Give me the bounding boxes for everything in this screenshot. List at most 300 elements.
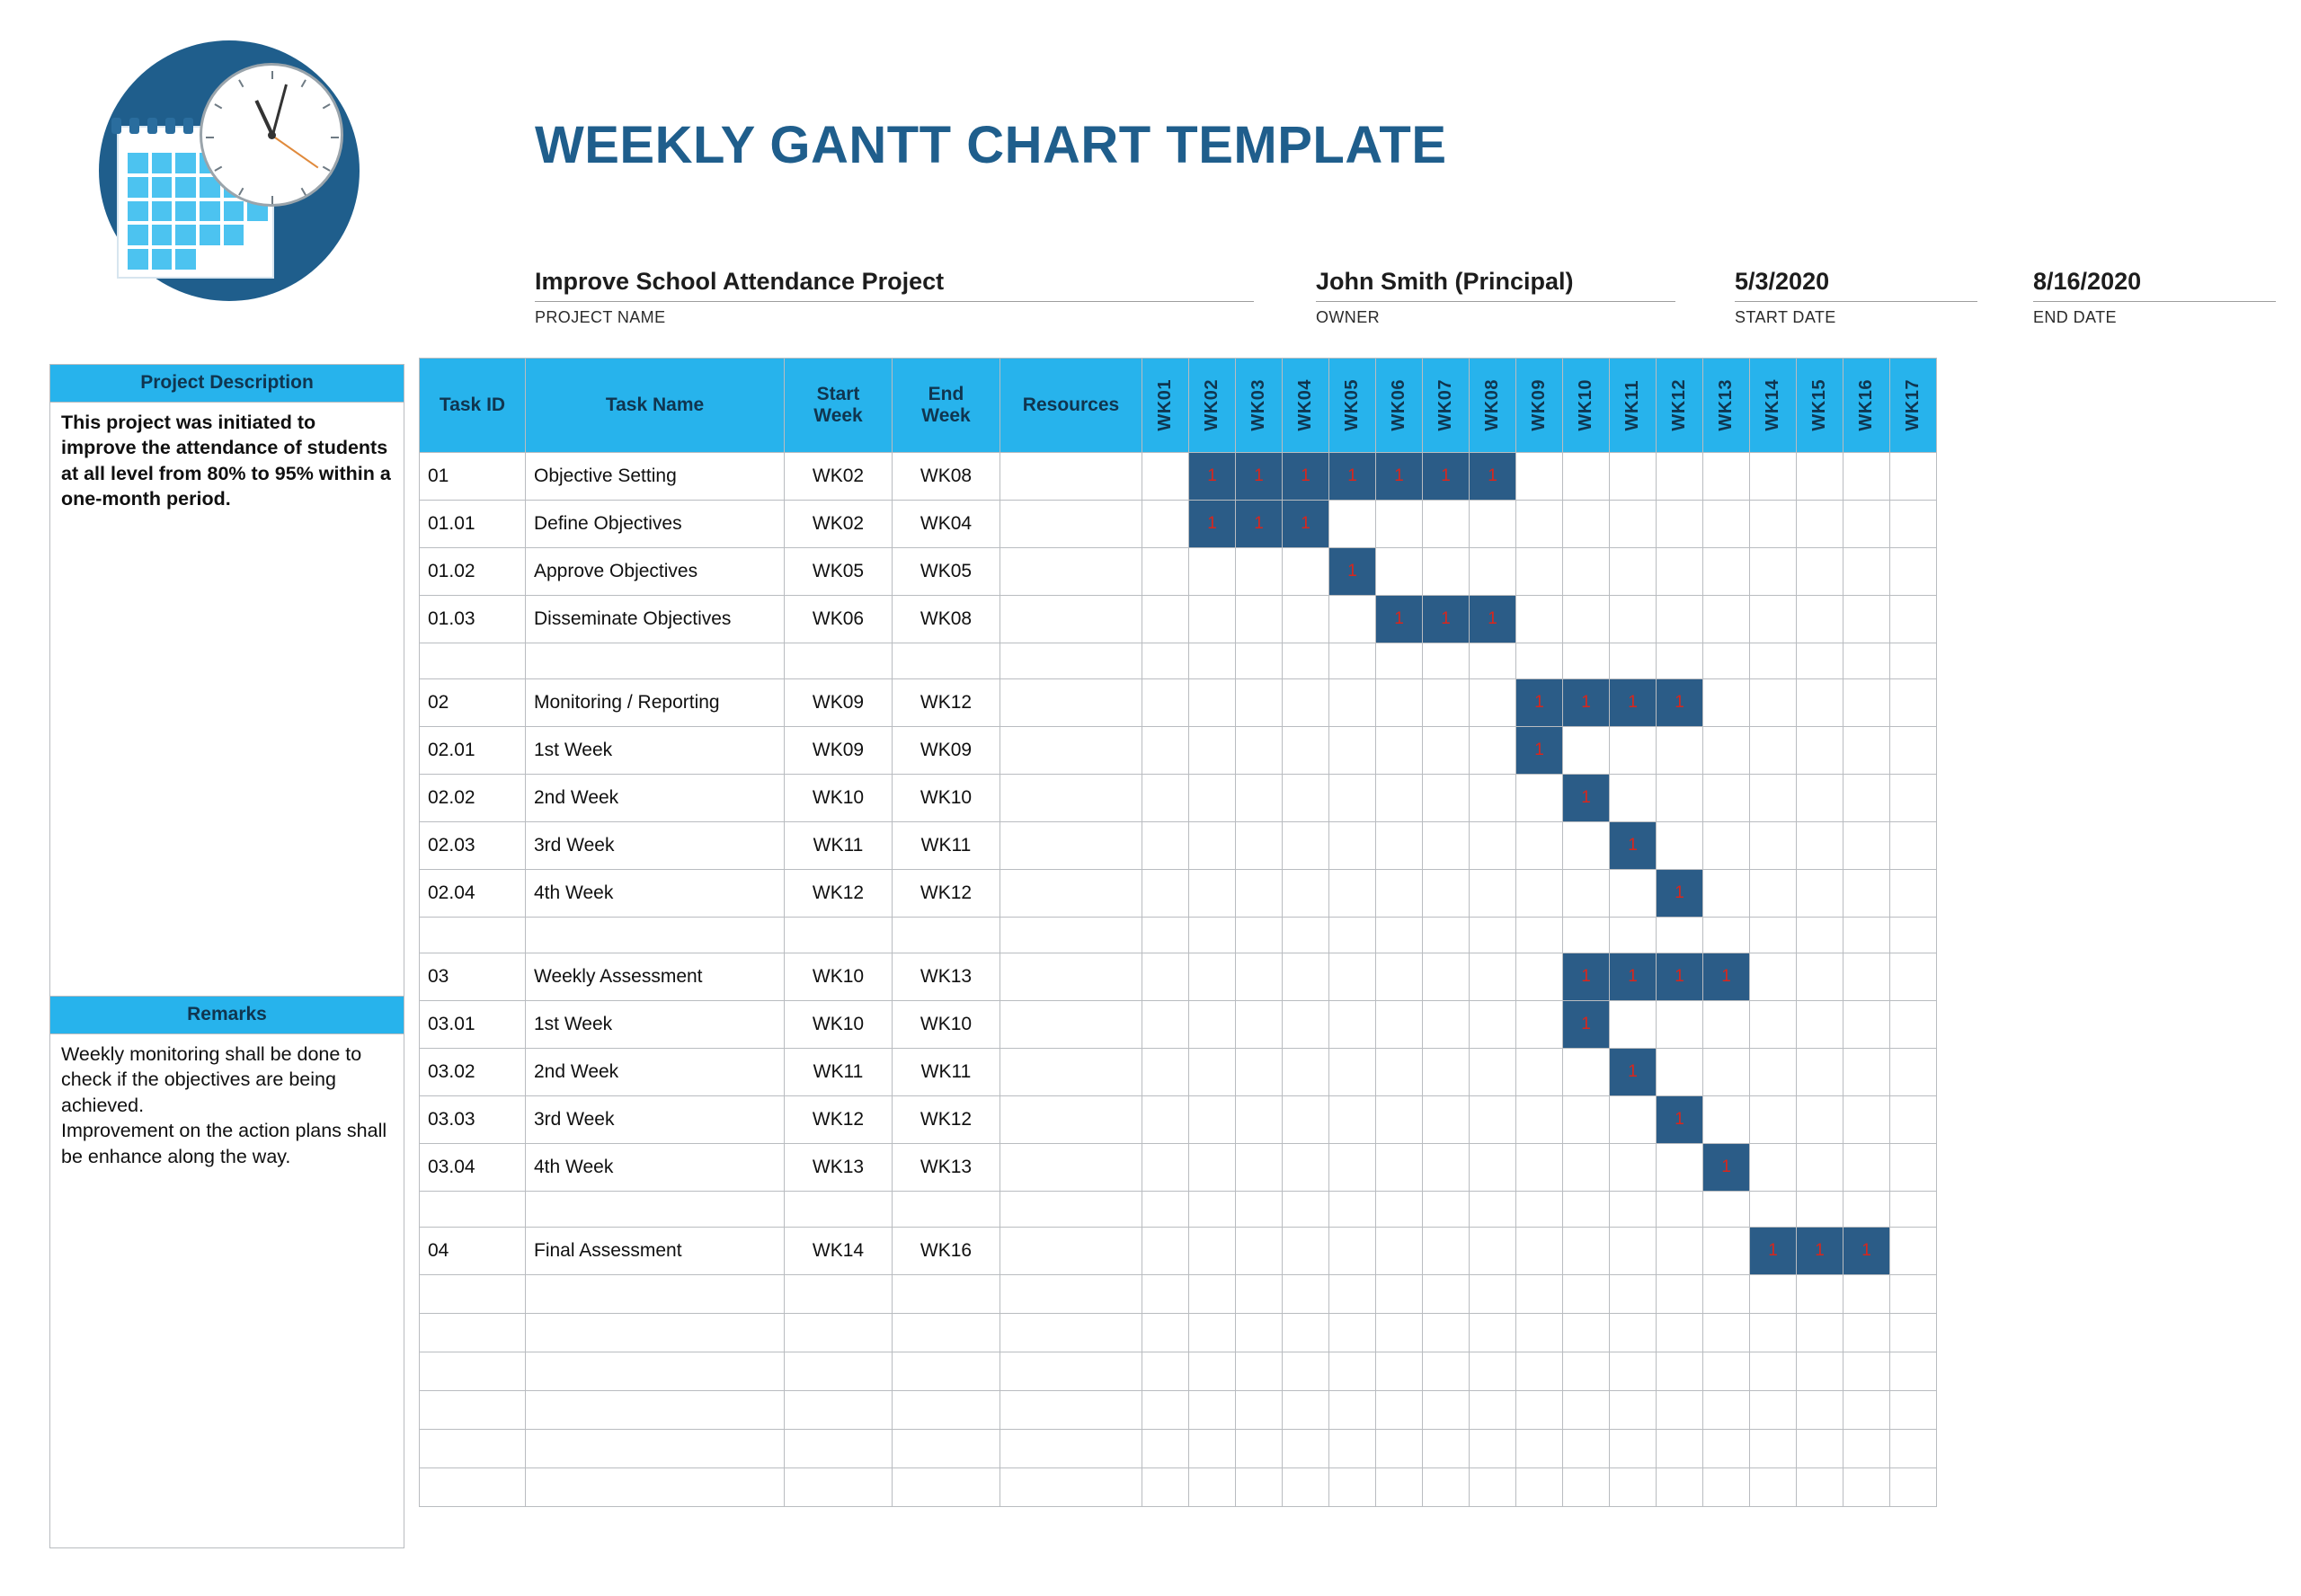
gantt-empty-cell[interactable]: [1843, 1391, 1890, 1430]
gantt-empty-cell[interactable]: [1236, 679, 1283, 727]
gantt-bar-cell[interactable]: 1: [1563, 775, 1610, 822]
cell-resources[interactable]: [1000, 727, 1142, 775]
gantt-empty-cell[interactable]: [1657, 453, 1703, 501]
gantt-empty-cell[interactable]: [1703, 453, 1750, 501]
cell-start-week[interactable]: WK11: [785, 1049, 893, 1096]
gantt-empty-cell[interactable]: [1283, 1049, 1329, 1096]
gantt-empty-cell[interactable]: [1142, 822, 1189, 870]
cell-task-name[interactable]: [526, 1430, 785, 1468]
gantt-empty-cell[interactable]: [1797, 1352, 1843, 1391]
cell-end-week[interactable]: WK12: [893, 1096, 1000, 1144]
gantt-empty-cell[interactable]: [1516, 822, 1563, 870]
gantt-empty-cell[interactable]: [1797, 548, 1843, 596]
gantt-empty-cell[interactable]: [1470, 918, 1516, 953]
gantt-empty-cell[interactable]: [1797, 643, 1843, 679]
cell-start-week[interactable]: WK10: [785, 1001, 893, 1049]
gantt-empty-cell[interactable]: [1797, 1430, 1843, 1468]
gantt-empty-cell[interactable]: [1610, 870, 1657, 918]
gantt-empty-cell[interactable]: [1657, 1228, 1703, 1275]
gantt-empty-cell[interactable]: [1657, 1468, 1703, 1507]
gantt-empty-cell[interactable]: [1750, 596, 1797, 643]
gantt-empty-cell[interactable]: [1890, 643, 1937, 679]
gantt-bar-cell[interactable]: 1: [1470, 453, 1516, 501]
gantt-empty-cell[interactable]: [1329, 1001, 1376, 1049]
gantt-empty-cell[interactable]: [1423, 1468, 1470, 1507]
cell-start-week[interactable]: [785, 1468, 893, 1507]
gantt-empty-cell[interactable]: [1142, 727, 1189, 775]
gantt-bar-cell[interactable]: 1: [1563, 679, 1610, 727]
gantt-bar-cell[interactable]: 1: [1797, 1228, 1843, 1275]
gantt-empty-cell[interactable]: [1142, 1192, 1189, 1228]
gantt-bar-cell[interactable]: 1: [1376, 596, 1423, 643]
gantt-empty-cell[interactable]: [1516, 1468, 1563, 1507]
gantt-empty-cell[interactable]: [1703, 596, 1750, 643]
cell-task-name[interactable]: 1st Week: [526, 1001, 785, 1049]
cell-start-week[interactable]: WK05: [785, 548, 893, 596]
gantt-empty-cell[interactable]: [1470, 870, 1516, 918]
gantt-empty-cell[interactable]: [1470, 1275, 1516, 1314]
gantt-empty-cell[interactable]: [1563, 501, 1610, 548]
gantt-bar-cell[interactable]: 1: [1329, 453, 1376, 501]
gantt-empty-cell[interactable]: [1890, 822, 1937, 870]
cell-resources[interactable]: [1000, 1314, 1142, 1352]
cell-task-name[interactable]: 2nd Week: [526, 1049, 785, 1096]
cell-task-id[interactable]: [420, 1275, 526, 1314]
gantt-bar-cell[interactable]: 1: [1516, 727, 1563, 775]
cell-resources[interactable]: [1000, 918, 1142, 953]
gantt-empty-cell[interactable]: [1703, 1391, 1750, 1430]
table-row[interactable]: [420, 1049, 1937, 1096]
gantt-empty-cell[interactable]: [1236, 1144, 1283, 1192]
table-row[interactable]: [420, 501, 1937, 548]
gantt-bar-cell[interactable]: 1: [1189, 453, 1236, 501]
table-row[interactable]: [420, 1275, 1937, 1314]
gantt-empty-cell[interactable]: [1189, 953, 1236, 1001]
gantt-empty-cell[interactable]: [1516, 1001, 1563, 1049]
gantt-empty-cell[interactable]: [1657, 643, 1703, 679]
gantt-empty-cell[interactable]: [1470, 548, 1516, 596]
gantt-empty-cell[interactable]: [1189, 822, 1236, 870]
gantt-empty-cell[interactable]: [1470, 1391, 1516, 1430]
cell-resources[interactable]: [1000, 1049, 1142, 1096]
cell-start-week[interactable]: [785, 643, 893, 679]
gantt-empty-cell[interactable]: [1236, 596, 1283, 643]
gantt-empty-cell[interactable]: [1283, 953, 1329, 1001]
gantt-empty-cell[interactable]: [1283, 1352, 1329, 1391]
table-row[interactable]: [420, 1430, 1937, 1468]
gantt-empty-cell[interactable]: [1516, 1391, 1563, 1430]
table-row[interactable]: [420, 1314, 1937, 1352]
gantt-empty-cell[interactable]: [1236, 1275, 1283, 1314]
gantt-empty-cell[interactable]: [1890, 1314, 1937, 1352]
gantt-empty-cell[interactable]: [1657, 1391, 1703, 1430]
table-row[interactable]: [420, 453, 1937, 501]
cell-resources[interactable]: [1000, 643, 1142, 679]
table-row[interactable]: [420, 870, 1937, 918]
cell-start-week[interactable]: WK02: [785, 453, 893, 501]
cell-task-name[interactable]: [526, 1192, 785, 1228]
gantt-empty-cell[interactable]: [1563, 1228, 1610, 1275]
gantt-empty-cell[interactable]: [1843, 679, 1890, 727]
gantt-empty-cell[interactable]: [1750, 453, 1797, 501]
gantt-empty-cell[interactable]: [1142, 1096, 1189, 1144]
gantt-empty-cell[interactable]: [1516, 775, 1563, 822]
gantt-empty-cell[interactable]: [1703, 1275, 1750, 1314]
gantt-empty-cell[interactable]: [1283, 918, 1329, 953]
gantt-empty-cell[interactable]: [1283, 1144, 1329, 1192]
table-row[interactable]: [420, 596, 1937, 643]
gantt-empty-cell[interactable]: [1890, 727, 1937, 775]
gantt-empty-cell[interactable]: [1703, 1049, 1750, 1096]
gantt-bar-cell[interactable]: 1: [1657, 870, 1703, 918]
gantt-empty-cell[interactable]: [1563, 1391, 1610, 1430]
gantt-empty-cell[interactable]: [1283, 822, 1329, 870]
gantt-empty-cell[interactable]: [1890, 1275, 1937, 1314]
cell-resources[interactable]: [1000, 822, 1142, 870]
gantt-bar-cell[interactable]: 1: [1657, 1096, 1703, 1144]
gantt-empty-cell[interactable]: [1843, 1001, 1890, 1049]
gantt-empty-cell[interactable]: [1376, 1228, 1423, 1275]
gantt-empty-cell[interactable]: [1610, 1468, 1657, 1507]
gantt-empty-cell[interactable]: [1610, 596, 1657, 643]
gantt-empty-cell[interactable]: [1329, 1275, 1376, 1314]
gantt-empty-cell[interactable]: [1423, 775, 1470, 822]
gantt-empty-cell[interactable]: [1189, 1144, 1236, 1192]
gantt-empty-cell[interactable]: [1142, 870, 1189, 918]
gantt-empty-cell[interactable]: [1890, 453, 1937, 501]
gantt-empty-cell[interactable]: [1329, 1314, 1376, 1352]
gantt-empty-cell[interactable]: [1797, 822, 1843, 870]
gantt-empty-cell[interactable]: [1236, 1228, 1283, 1275]
gantt-empty-cell[interactable]: [1189, 1352, 1236, 1391]
gantt-empty-cell[interactable]: [1236, 1468, 1283, 1507]
cell-task-id[interactable]: 01.01: [420, 501, 526, 548]
gantt-empty-cell[interactable]: [1329, 1468, 1376, 1507]
table-row[interactable]: [420, 775, 1937, 822]
gantt-empty-cell[interactable]: [1470, 1096, 1516, 1144]
gantt-bar-cell[interactable]: 1: [1657, 953, 1703, 1001]
gantt-empty-cell[interactable]: [1142, 1001, 1189, 1049]
gantt-empty-cell[interactable]: [1797, 1391, 1843, 1430]
cell-task-name[interactable]: [526, 1314, 785, 1352]
gantt-empty-cell[interactable]: [1843, 1314, 1890, 1352]
cell-start-week[interactable]: [785, 1352, 893, 1391]
gantt-empty-cell[interactable]: [1189, 1314, 1236, 1352]
cell-end-week[interactable]: WK12: [893, 870, 1000, 918]
gantt-empty-cell[interactable]: [1189, 1192, 1236, 1228]
gantt-empty-cell[interactable]: [1470, 1001, 1516, 1049]
gantt-empty-cell[interactable]: [1283, 1192, 1329, 1228]
gantt-empty-cell[interactable]: [1843, 453, 1890, 501]
cell-resources[interactable]: [1000, 679, 1142, 727]
gantt-empty-cell[interactable]: [1750, 1430, 1797, 1468]
table-row[interactable]: [420, 953, 1937, 1001]
gantt-empty-cell[interactable]: [1376, 953, 1423, 1001]
gantt-empty-cell[interactable]: [1750, 1352, 1797, 1391]
gantt-empty-cell[interactable]: [1563, 548, 1610, 596]
gantt-bar-cell[interactable]: 1: [1283, 501, 1329, 548]
gantt-empty-cell[interactable]: [1423, 501, 1470, 548]
gantt-empty-cell[interactable]: [1797, 1144, 1843, 1192]
gantt-empty-cell[interactable]: [1750, 1275, 1797, 1314]
gantt-bar-cell[interactable]: 1: [1376, 453, 1423, 501]
cell-start-week[interactable]: [785, 1275, 893, 1314]
gantt-empty-cell[interactable]: [1423, 1192, 1470, 1228]
gantt-empty-cell[interactable]: [1657, 1314, 1703, 1352]
gantt-empty-cell[interactable]: [1750, 501, 1797, 548]
gantt-empty-cell[interactable]: [1563, 1192, 1610, 1228]
gantt-empty-cell[interactable]: [1843, 775, 1890, 822]
cell-task-name[interactable]: Final Assessment: [526, 1228, 785, 1275]
gantt-empty-cell[interactable]: [1376, 1352, 1423, 1391]
gantt-bar-cell[interactable]: 1: [1750, 1228, 1797, 1275]
gantt-empty-cell[interactable]: [1189, 727, 1236, 775]
cell-task-id[interactable]: [420, 1352, 526, 1391]
table-row[interactable]: [420, 679, 1937, 727]
table-row[interactable]: [420, 1468, 1937, 1507]
gantt-empty-cell[interactable]: [1563, 596, 1610, 643]
gantt-empty-cell[interactable]: [1703, 501, 1750, 548]
gantt-empty-cell[interactable]: [1563, 1430, 1610, 1468]
gantt-empty-cell[interactable]: [1657, 1192, 1703, 1228]
gantt-bar-cell[interactable]: 1: [1610, 1049, 1657, 1096]
gantt-empty-cell[interactable]: [1703, 1468, 1750, 1507]
gantt-empty-cell[interactable]: [1750, 822, 1797, 870]
cell-end-week[interactable]: WK12: [893, 679, 1000, 727]
gantt-empty-cell[interactable]: [1610, 643, 1657, 679]
gantt-empty-cell[interactable]: [1703, 1192, 1750, 1228]
gantt-empty-cell[interactable]: [1750, 1001, 1797, 1049]
cell-end-week[interactable]: [893, 1352, 1000, 1391]
cell-start-week[interactable]: [785, 1192, 893, 1228]
gantt-empty-cell[interactable]: [1843, 1352, 1890, 1391]
cell-task-id[interactable]: 01.02: [420, 548, 526, 596]
gantt-empty-cell[interactable]: [1750, 1468, 1797, 1507]
gantt-empty-cell[interactable]: [1890, 679, 1937, 727]
gantt-empty-cell[interactable]: [1423, 1314, 1470, 1352]
gantt-empty-cell[interactable]: [1283, 775, 1329, 822]
cell-task-id[interactable]: 01.03: [420, 596, 526, 643]
cell-end-week[interactable]: [893, 643, 1000, 679]
gantt-empty-cell[interactable]: [1142, 1430, 1189, 1468]
gantt-bar-cell[interactable]: 1: [1236, 501, 1283, 548]
gantt-empty-cell[interactable]: [1797, 918, 1843, 953]
gantt-empty-cell[interactable]: [1890, 1192, 1937, 1228]
gantt-empty-cell[interactable]: [1376, 501, 1423, 548]
gantt-empty-cell[interactable]: [1142, 1144, 1189, 1192]
gantt-empty-cell[interactable]: [1563, 643, 1610, 679]
gantt-empty-cell[interactable]: [1563, 453, 1610, 501]
gantt-empty-cell[interactable]: [1236, 1314, 1283, 1352]
gantt-empty-cell[interactable]: [1376, 870, 1423, 918]
gantt-bar-cell[interactable]: 1: [1423, 596, 1470, 643]
gantt-empty-cell[interactable]: [1236, 775, 1283, 822]
cell-end-week[interactable]: [893, 1192, 1000, 1228]
gantt-empty-cell[interactable]: [1797, 596, 1843, 643]
gantt-empty-cell[interactable]: [1657, 1275, 1703, 1314]
gantt-empty-cell[interactable]: [1843, 1192, 1890, 1228]
gantt-empty-cell[interactable]: [1843, 870, 1890, 918]
table-row[interactable]: [420, 1096, 1937, 1144]
gantt-empty-cell[interactable]: [1283, 1275, 1329, 1314]
gantt-empty-cell[interactable]: [1329, 1049, 1376, 1096]
gantt-empty-cell[interactable]: [1563, 870, 1610, 918]
gantt-empty-cell[interactable]: [1236, 822, 1283, 870]
cell-start-week[interactable]: WK06: [785, 596, 893, 643]
cell-task-id[interactable]: 02.04: [420, 870, 526, 918]
cell-task-name[interactable]: [526, 643, 785, 679]
cell-resources[interactable]: [1000, 1430, 1142, 1468]
gantt-empty-cell[interactable]: [1703, 1314, 1750, 1352]
gantt-empty-cell[interactable]: [1750, 1049, 1797, 1096]
gantt-empty-cell[interactable]: [1329, 1096, 1376, 1144]
cell-task-id[interactable]: 02.01: [420, 727, 526, 775]
gantt-empty-cell[interactable]: [1703, 679, 1750, 727]
gantt-empty-cell[interactable]: [1563, 1096, 1610, 1144]
gantt-bar-cell[interactable]: 1: [1610, 679, 1657, 727]
gantt-empty-cell[interactable]: [1610, 775, 1657, 822]
gantt-empty-cell[interactable]: [1329, 1391, 1376, 1430]
cell-end-week[interactable]: WK04: [893, 501, 1000, 548]
cell-task-name[interactable]: 3rd Week: [526, 822, 785, 870]
gantt-empty-cell[interactable]: [1376, 1314, 1423, 1352]
table-row[interactable]: [420, 1391, 1937, 1430]
gantt-empty-cell[interactable]: [1516, 1275, 1563, 1314]
gantt-empty-cell[interactable]: [1703, 643, 1750, 679]
gantt-empty-cell[interactable]: [1703, 918, 1750, 953]
gantt-empty-cell[interactable]: [1563, 1352, 1610, 1391]
gantt-empty-cell[interactable]: [1610, 727, 1657, 775]
cell-end-week[interactable]: WK13: [893, 1144, 1000, 1192]
gantt-empty-cell[interactable]: [1890, 1391, 1937, 1430]
gantt-empty-cell[interactable]: [1189, 775, 1236, 822]
table-row[interactable]: [420, 643, 1937, 679]
gantt-empty-cell[interactable]: [1703, 727, 1750, 775]
gantt-empty-cell[interactable]: [1797, 1468, 1843, 1507]
gantt-empty-cell[interactable]: [1189, 1096, 1236, 1144]
cell-resources[interactable]: [1000, 1228, 1142, 1275]
gantt-empty-cell[interactable]: [1843, 953, 1890, 1001]
cell-task-id[interactable]: 02.02: [420, 775, 526, 822]
gantt-empty-cell[interactable]: [1142, 1314, 1189, 1352]
gantt-empty-cell[interactable]: [1142, 1049, 1189, 1096]
gantt-empty-cell[interactable]: [1657, 501, 1703, 548]
gantt-empty-cell[interactable]: [1516, 453, 1563, 501]
gantt-empty-cell[interactable]: [1890, 1430, 1937, 1468]
gantt-empty-cell[interactable]: [1283, 548, 1329, 596]
gantt-empty-cell[interactable]: [1142, 953, 1189, 1001]
gantt-empty-cell[interactable]: [1750, 953, 1797, 1001]
gantt-empty-cell[interactable]: [1657, 775, 1703, 822]
cell-task-name[interactable]: [526, 1468, 785, 1507]
gantt-bar-cell[interactable]: 1: [1657, 679, 1703, 727]
gantt-empty-cell[interactable]: [1376, 1049, 1423, 1096]
cell-start-week[interactable]: [785, 1391, 893, 1430]
gantt-empty-cell[interactable]: [1470, 775, 1516, 822]
gantt-empty-cell[interactable]: [1283, 727, 1329, 775]
gantt-empty-cell[interactable]: [1843, 596, 1890, 643]
gantt-empty-cell[interactable]: [1610, 1275, 1657, 1314]
gantt-empty-cell[interactable]: [1843, 1275, 1890, 1314]
gantt-bar-cell[interactable]: 1: [1236, 453, 1283, 501]
gantt-empty-cell[interactable]: [1142, 501, 1189, 548]
gantt-empty-cell[interactable]: [1189, 596, 1236, 643]
gantt-empty-cell[interactable]: [1329, 643, 1376, 679]
gantt-empty-cell[interactable]: [1516, 1096, 1563, 1144]
gantt-empty-cell[interactable]: [1516, 1430, 1563, 1468]
gantt-empty-cell[interactable]: [1843, 918, 1890, 953]
gantt-empty-cell[interactable]: [1329, 1192, 1376, 1228]
gantt-empty-cell[interactable]: [1797, 1192, 1843, 1228]
gantt-empty-cell[interactable]: [1376, 1391, 1423, 1430]
gantt-empty-cell[interactable]: [1563, 1468, 1610, 1507]
gantt-empty-cell[interactable]: [1703, 1228, 1750, 1275]
cell-task-name[interactable]: [526, 1275, 785, 1314]
gantt-empty-cell[interactable]: [1797, 953, 1843, 1001]
gantt-empty-cell[interactable]: [1283, 1001, 1329, 1049]
gantt-empty-cell[interactable]: [1236, 870, 1283, 918]
gantt-empty-cell[interactable]: [1470, 643, 1516, 679]
gantt-empty-cell[interactable]: [1376, 918, 1423, 953]
gantt-empty-cell[interactable]: [1329, 679, 1376, 727]
cell-task-id[interactable]: [420, 643, 526, 679]
gantt-empty-cell[interactable]: [1657, 918, 1703, 953]
gantt-empty-cell[interactable]: [1703, 1352, 1750, 1391]
gantt-bar-cell[interactable]: 1: [1610, 953, 1657, 1001]
gantt-bar-cell[interactable]: 1: [1189, 501, 1236, 548]
gantt-empty-cell[interactable]: [1283, 870, 1329, 918]
gantt-empty-cell[interactable]: [1516, 870, 1563, 918]
gantt-empty-cell[interactable]: [1142, 1468, 1189, 1507]
gantt-empty-cell[interactable]: [1610, 453, 1657, 501]
gantt-empty-cell[interactable]: [1236, 1049, 1283, 1096]
gantt-empty-cell[interactable]: [1750, 643, 1797, 679]
cell-task-name[interactable]: Weekly Assessment: [526, 953, 785, 1001]
gantt-empty-cell[interactable]: [1843, 1468, 1890, 1507]
cell-resources[interactable]: [1000, 1192, 1142, 1228]
gantt-empty-cell[interactable]: [1142, 548, 1189, 596]
gantt-bar-cell[interactable]: 1: [1470, 596, 1516, 643]
gantt-empty-cell[interactable]: [1329, 822, 1376, 870]
table-row[interactable]: [420, 822, 1937, 870]
gantt-empty-cell[interactable]: [1610, 1144, 1657, 1192]
table-row[interactable]: [420, 1001, 1937, 1049]
gantt-empty-cell[interactable]: [1283, 1314, 1329, 1352]
gantt-empty-cell[interactable]: [1890, 548, 1937, 596]
gantt-empty-cell[interactable]: [1797, 501, 1843, 548]
gantt-empty-cell[interactable]: [1563, 1314, 1610, 1352]
gantt-empty-cell[interactable]: [1516, 1192, 1563, 1228]
cell-start-week[interactable]: WK02: [785, 501, 893, 548]
gantt-empty-cell[interactable]: [1329, 501, 1376, 548]
gantt-empty-cell[interactable]: [1797, 1049, 1843, 1096]
gantt-empty-cell[interactable]: [1843, 1096, 1890, 1144]
gantt-empty-cell[interactable]: [1189, 548, 1236, 596]
gantt-empty-cell[interactable]: [1750, 775, 1797, 822]
gantt-empty-cell[interactable]: [1236, 953, 1283, 1001]
cell-task-name[interactable]: Disseminate Objectives: [526, 596, 785, 643]
gantt-empty-cell[interactable]: [1329, 1430, 1376, 1468]
gantt-empty-cell[interactable]: [1423, 822, 1470, 870]
gantt-empty-cell[interactable]: [1283, 643, 1329, 679]
cell-end-week[interactable]: [893, 1430, 1000, 1468]
gantt-empty-cell[interactable]: [1657, 1001, 1703, 1049]
gantt-empty-cell[interactable]: [1236, 1352, 1283, 1391]
cell-task-name[interactable]: [526, 1352, 785, 1391]
gantt-empty-cell[interactable]: [1563, 1144, 1610, 1192]
cell-end-week[interactable]: WK09: [893, 727, 1000, 775]
gantt-bar-cell[interactable]: 1: [1610, 822, 1657, 870]
